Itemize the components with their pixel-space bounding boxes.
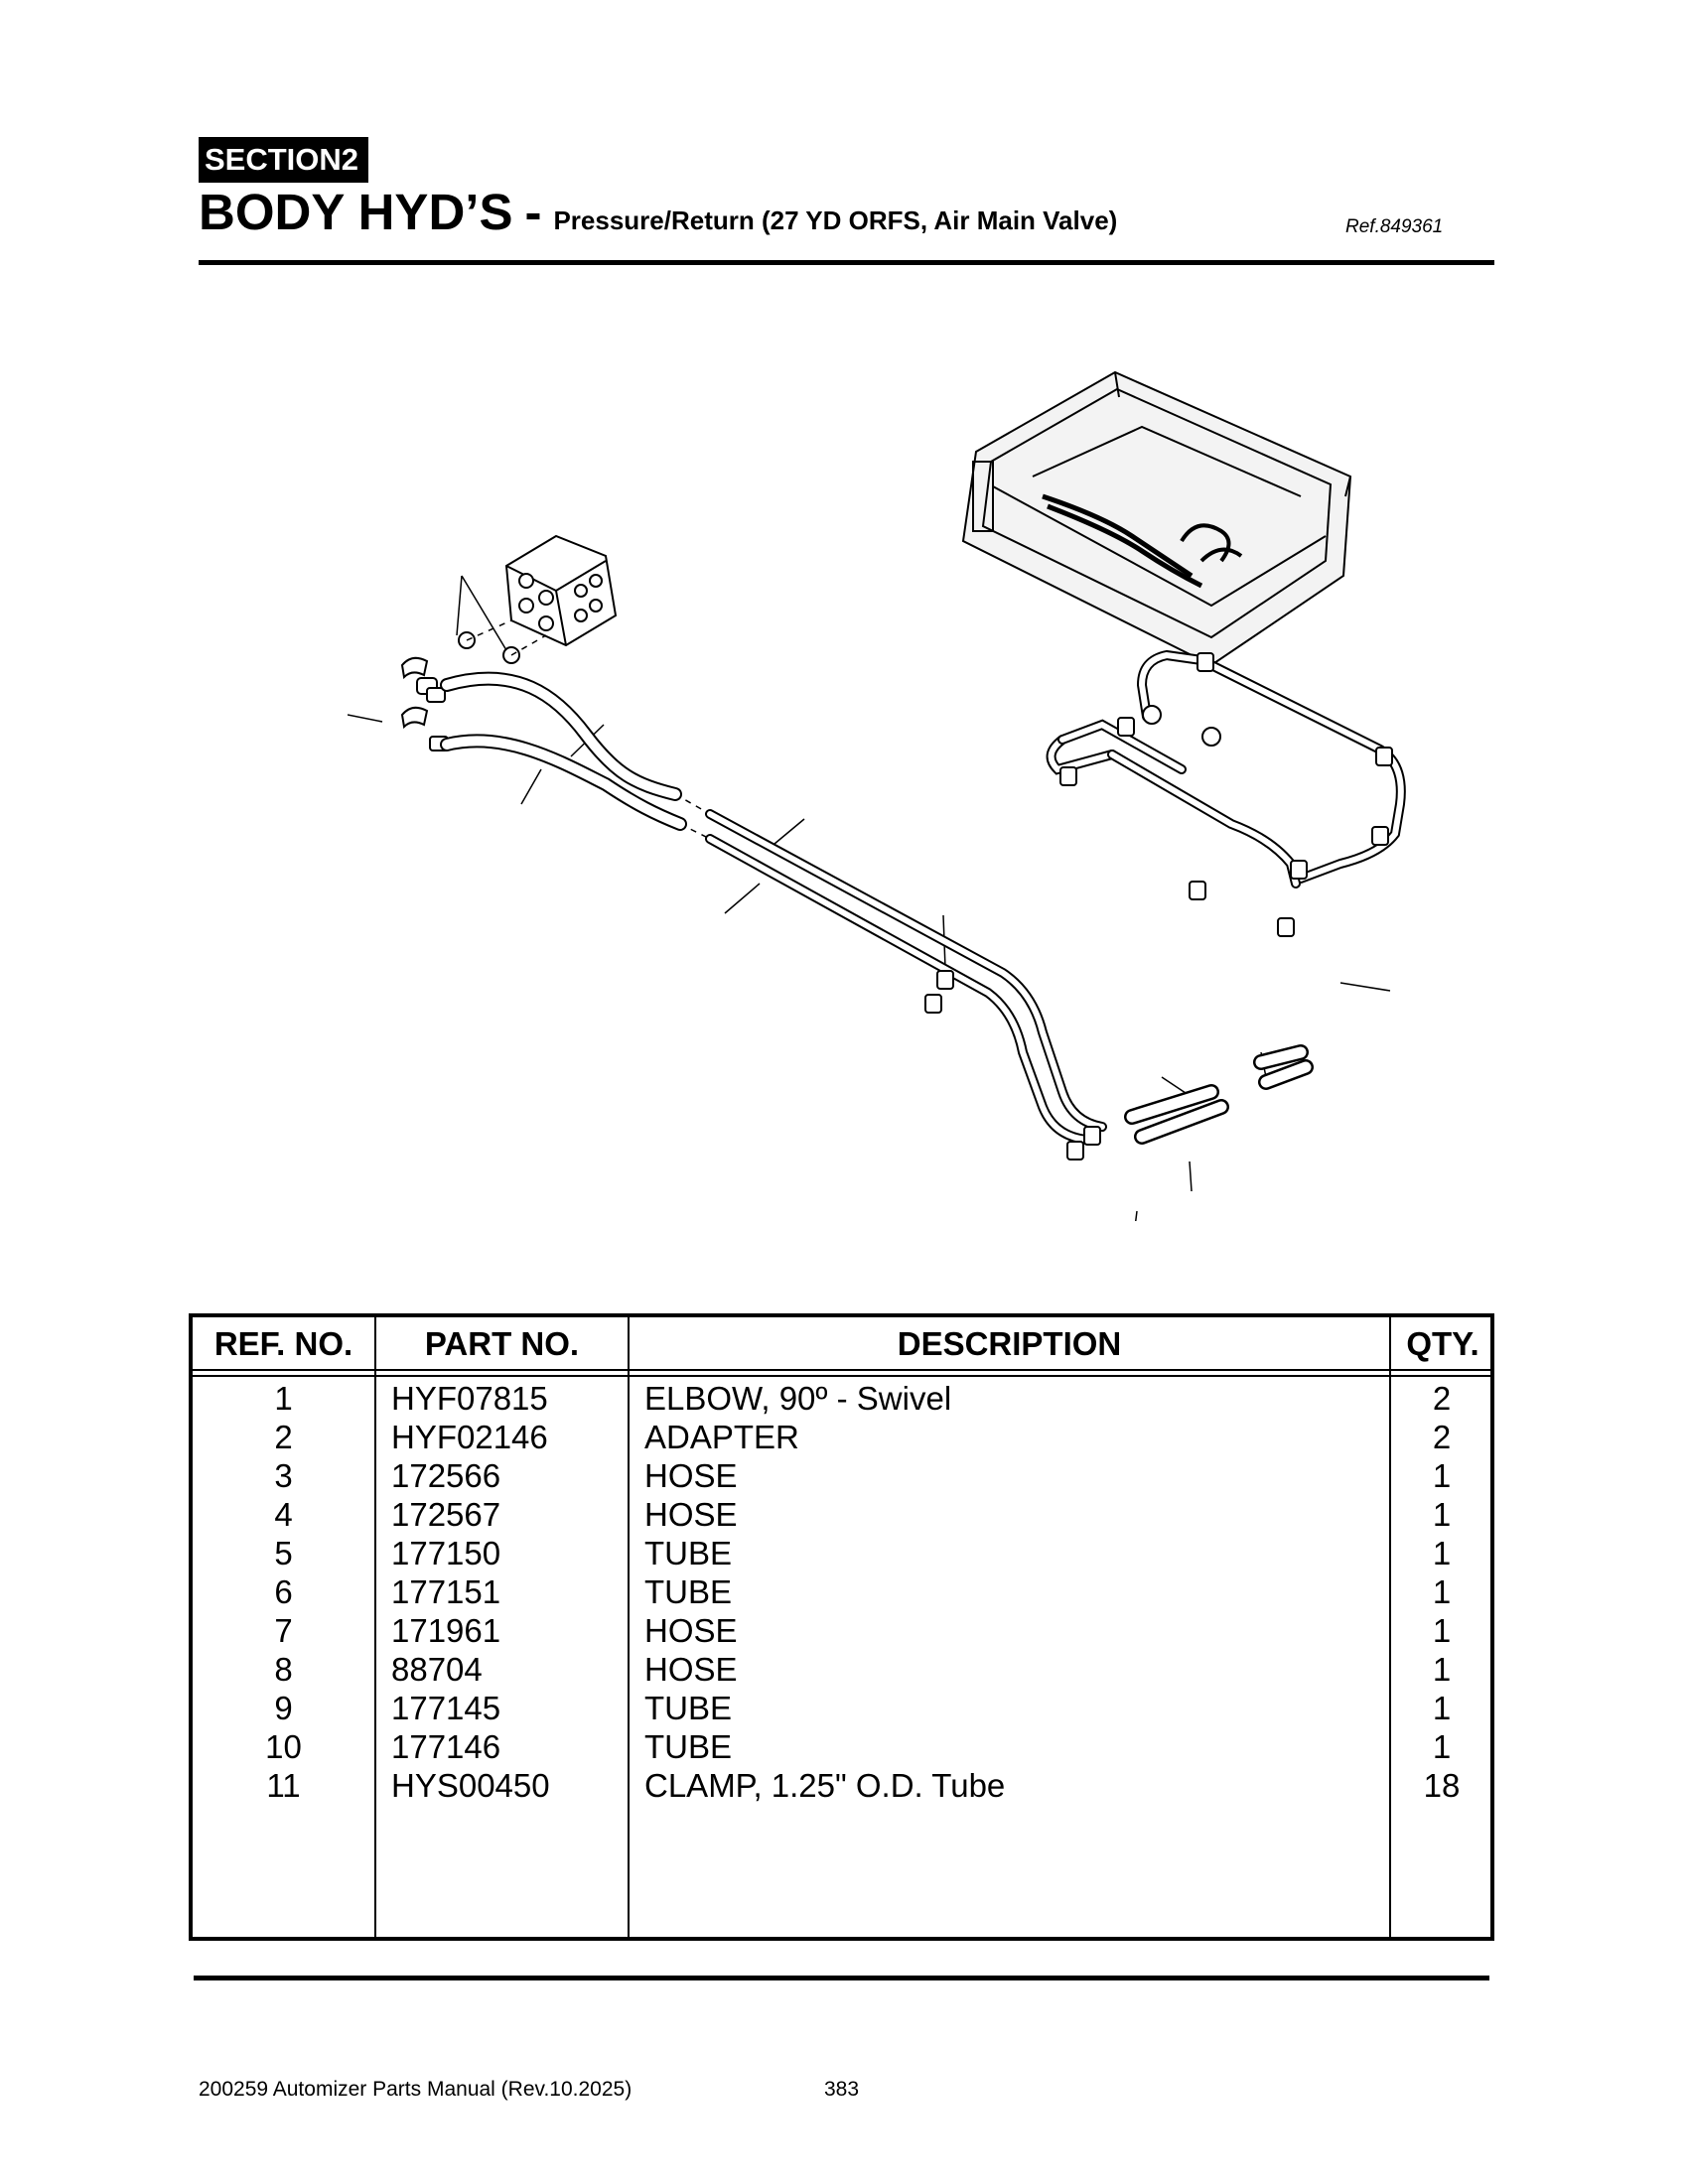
main-valve-illustration	[459, 536, 616, 663]
fittings	[402, 658, 448, 751]
table-row	[193, 1766, 1490, 1805]
table-row	[193, 1650, 1490, 1689]
section-label: SECTION	[205, 142, 342, 177]
table-row	[193, 1611, 1490, 1650]
ref-cell: 10	[265, 1728, 302, 1765]
column-header-qty: QTY.	[1406, 1325, 1479, 1362]
description-cell: TUBE	[644, 1573, 733, 1610]
part-number-cell: 177150	[391, 1535, 501, 1571]
ref-cell: 11	[266, 1767, 301, 1804]
part-number-cell: HYF02146	[391, 1419, 548, 1455]
quantity-cell: 1	[1432, 1690, 1452, 1726]
ref-cell: 2	[274, 1419, 293, 1455]
part-number-cell: HYS00450	[391, 1767, 550, 1804]
table-row	[193, 1379, 1490, 1418]
tubes-5-6	[710, 814, 1102, 1140]
part-number-cell: 172567	[391, 1496, 501, 1533]
body-frame-illustration	[963, 372, 1350, 665]
ref-cell: 1	[274, 1380, 293, 1417]
header-divider	[193, 1375, 1490, 1377]
part-number-cell: HYF07815	[391, 1380, 548, 1417]
table-row	[193, 1534, 1490, 1572]
quantity-cell: 18	[1423, 1767, 1461, 1804]
section-tag	[199, 137, 368, 183]
hoses-3-4	[447, 679, 680, 824]
quantity-cell: 2	[1432, 1419, 1452, 1455]
header-rule	[199, 260, 1494, 265]
table-row	[193, 1456, 1490, 1495]
column-header-ref: REF. NO.	[213, 1325, 353, 1362]
description-cell: TUBE	[644, 1690, 733, 1726]
column-header-description: DESCRIPTION	[897, 1325, 1122, 1362]
ref-cell: 8	[274, 1651, 293, 1688]
quantity-cell: 1	[1432, 1573, 1452, 1610]
ref-cell: 9	[274, 1690, 293, 1726]
ref-cell: 6	[274, 1573, 293, 1610]
description-cell: HOSE	[644, 1496, 738, 1533]
quantity-cell: 1	[1432, 1651, 1452, 1688]
description-cell: TUBE	[644, 1728, 733, 1765]
table-row	[193, 1495, 1490, 1534]
tubes-9-10	[1052, 655, 1401, 884]
table-row	[193, 1727, 1490, 1766]
quantity-cell: 2	[1432, 1380, 1452, 1417]
footer-page-number: 383	[824, 2078, 860, 2101]
description-cell: HOSE	[644, 1457, 738, 1494]
table-row	[193, 1689, 1490, 1727]
clamps	[925, 653, 1392, 1160]
quantity-cell: 1	[1432, 1612, 1452, 1649]
description-cell: ADAPTER	[644, 1419, 799, 1455]
quantity-cell: 1	[1432, 1457, 1452, 1494]
page-title	[199, 183, 1489, 244]
description-cell: HOSE	[644, 1612, 738, 1649]
section-number: 2	[341, 142, 359, 177]
description-cell: TUBE	[644, 1535, 733, 1571]
part-number-cell: 177151	[391, 1573, 501, 1610]
part-number-cell: 172566	[391, 1457, 501, 1494]
title-separator: -	[524, 184, 542, 240]
part-number-cell: 177146	[391, 1728, 501, 1765]
ref-cell: 5	[274, 1535, 293, 1571]
table-row	[193, 1418, 1490, 1456]
part-number-cell: 171961	[391, 1612, 501, 1649]
quantity-cell: 1	[1432, 1535, 1452, 1571]
title-main: BODY HYD’S	[199, 184, 513, 240]
part-number-cell: 177145	[391, 1690, 501, 1726]
ref-cell: 3	[274, 1457, 293, 1494]
description-cell: HOSE	[644, 1651, 738, 1688]
column-header-part: PART NO.	[424, 1325, 580, 1362]
footer-manual-title: 200259 Automizer Parts Manual (Rev.10.2025)	[199, 2078, 633, 2101]
ref-cell: 4	[274, 1496, 293, 1533]
ref-cell: 7	[274, 1612, 293, 1649]
hydraulic-parts-diagram	[348, 367, 1440, 1221]
quantity-cell: 1	[1432, 1496, 1452, 1533]
part-number-cell: 88704	[391, 1651, 483, 1688]
footer-rule	[194, 1976, 1489, 1980]
quantity-cell: 1	[1432, 1728, 1452, 1765]
table-row	[193, 1572, 1490, 1611]
hoses-7-8	[1132, 1052, 1306, 1137]
table-body	[193, 1379, 1490, 1805]
description-cell: CLAMP, 1.25" O.D. Tube	[644, 1767, 1006, 1804]
title-subtitle: Pressure/Return (27 YD ORFS, Air Main Valve)	[553, 205, 1118, 235]
description-cell: ELBOW, 90º - Swivel	[644, 1380, 952, 1417]
parts-table	[189, 1313, 1494, 1941]
reference-number: Ref.849361	[1345, 216, 1444, 237]
